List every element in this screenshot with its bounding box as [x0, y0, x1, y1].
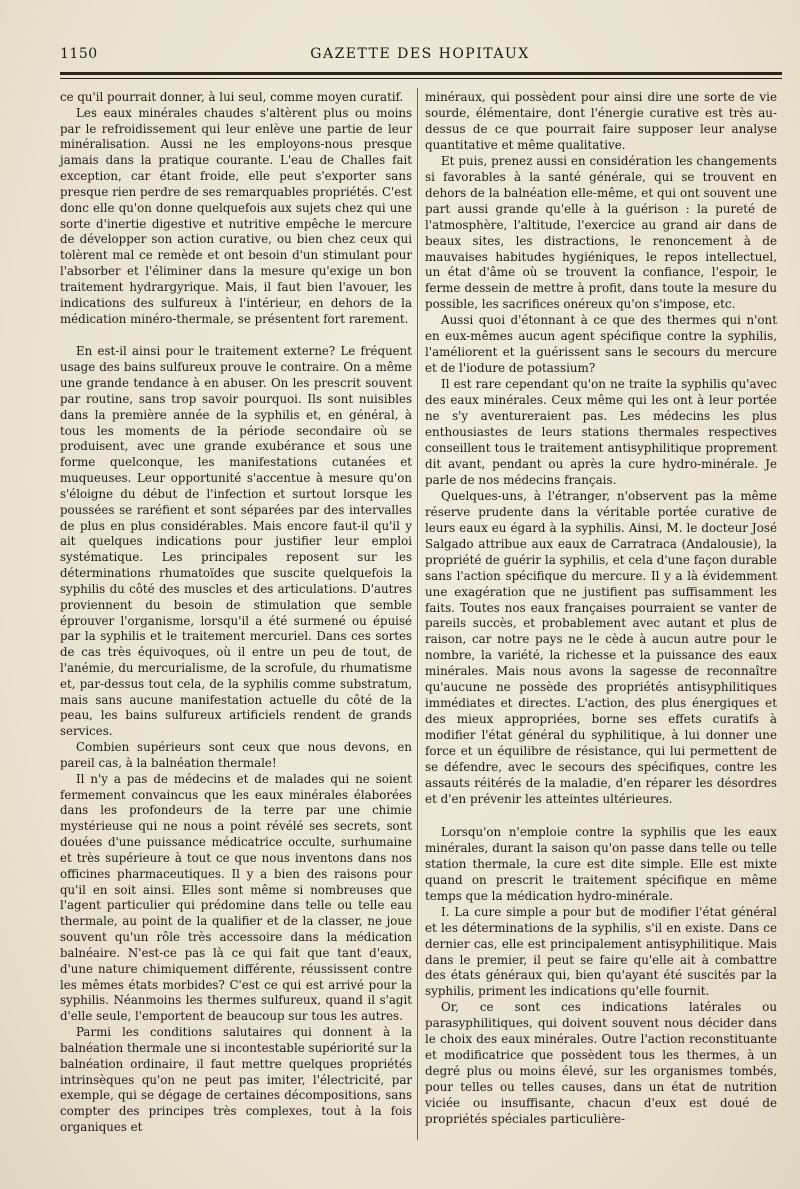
paragraph: Or, ce sont ces indications latérales ou parasyphilitiques, qui doivent souvent nous décider dans le choix des eaux minérales. Outre l'action reconstituante et modificatrice que possèdent tous les thermes, à un degré plus ou moins élevé, sur les organismes tombés, pour telles ou telles causes, dans un état de nutrition viciée ou insuffisante, chacun d'eux est doué de propriétés spéciales particulière- — [425, 1000, 777, 1127]
header-rule-thick — [60, 72, 782, 75]
header-rule-thin — [60, 78, 782, 79]
paragraph: En est-il ainsi pour le traitement externe? Le fréquent usage des bains sulfureux prouve le contraire. On a même une grande tendance à en abuser. On les prescrit souvent par routine, sans trop savoir pourquoi. Ils sont nuisibles dans la première année de la syphilis et, en général, à tous les moments de la période secondaire où se produisent, avec une grande exubérance et sous une forme quelconque, les manifestations cutanées et muqueuses. Leur opportunité s'accentue à mesure qu'on s'éloigne du début de l'infection et surtout lorsque les poussées se raréfient et sont séparées par des intervalles de plus en plus considérables. Mais encore faut-il qu'il y ait quelques indications pour justifier leur emploi systématique. Les principales reposent sur les déterminations rhumatoïdes que suscite quelquefois la syphilis du côté des muscles et des articulations. D'autres proviennent du besoin de stimulation que semble éprouver l'organisme, lorsqu'il a été surmené ou épuisé par la syphilis et le traitement mercuriel. Dans ces sortes de cas très équivoques, où il entre un peu de tout, de l'anémie, du mercurialisme, de la scrofule, du rhumatisme et, par-dessus tout cela, de la syphilis comme substratum, mais sans aucune manifestation actuelle du côté de la peau, les bains sulfureux artificiels rendent de grands services. — [60, 344, 412, 739]
left-column — [60, 90, 412, 1136]
paragraph: Parmi les conditions salutaires qui donnent à la balnéation thermale une si incontestable supériorité sur la balnéation ordinaire, il faut mettre quelques propriétés intrinsèques qu'on ne peut pas imiter, l'électricité, par exemple, qui se dégage de certaines décompositions, sans compter des principes très complexes, tout à la fois organiques et — [60, 1025, 412, 1134]
column-separator — [417, 88, 418, 1140]
page-number: 1150 — [60, 46, 98, 62]
paragraph: Combien supérieurs sont ceux que nous devons, en pareil cas, à la balnéation thermale! — [60, 740, 412, 770]
paragraph: Lorsqu'on n'emploie contre la syphilis que les eaux minérales, durant la saison qu'on passe dans telle ou telle station thermale, la cure est dite simple. Elle est mixte quand on prescrit le traitement spécifique en même temps que la médication hydro-minérale. — [425, 824, 777, 903]
paragraph: minéraux, qui possèdent pour ainsi dire une sorte de vie sourde, élémentaire, dont l'énergie curative est très au-dessus de ce que pourrait faire supposer leur analyse quantitative et même qualitative. — [425, 90, 777, 152]
paragraph: Quelques-uns, à l'étranger, n'observent pas la même réserve prudente dans la véritable portée curative de leurs eaux eu égard à la syphilis. Ainsi, M. le docteur José Salgado attribue aux eaux de Carratraca (Andalousie), la propriété de guérir la syphilis, et cela d'une façon durable sans l'action spécifique du mercure. Il y a là évidemment une exagération que ne justifient pas suffisamment les faits. Toutes nos eaux françaises pourraient se vanter de pareils succès, et probablement avec autant et plus de raison, car notre pays ne le cède à aucun autre pour le nombre, la variété, la richesse et la puissance des eaux minérales. Mais nous avons la sagesse de reconnaître qu'aucune ne possède des propriétés antisyphilitiques immédiates et directes. L'action, des plus énergiques et des mieux appropriées, borne ses effets curatifs à modifier l'état général du syphilitique, à lui donner une force et un équilibre de résistance, qui lui permettent de se défendre, avec le secours des spécifiques, contre les assauts réitérés de la maladie, d'en réparer les désordres et d'en prévenir les atteintes ultérieures. — [425, 488, 777, 806]
publication-title: GAZETTE DES HOPITAUX — [310, 46, 530, 62]
paragraph: Il n'y a pas de médecins et de malades qui ne soient fermement convaincus que les eaux minérales élaborées dans les profondeurs de la terre par une chimie mystérieuse qui ne nous a point révélé ses secrets, sont douées d'une puissance médicatrice occulte, surhumaine et très supérieure à tout ce que nous inventons dans nos officines pharmaceutiques. Il y a bien des raisons pour qu'il en soit ainsi. Elles sont même si nombreuses que l'agent particulier qui prédomine dans telle ou telle eau thermale, au point de la qualifier et de la classer, ne joue souvent qu'un rôle très accessoire dans la médication balnéaire. N'est-ce pas là ce qui fait que tant d'eaux, d'une nature chimiquement différente, réussissent contre les mêmes états morbides? C'est ce qui est arrivé pour la syphilis. Néanmoins les thermes sulfureux, quand il s'agit d'elle seule, l'emportent de beaucoup sur tous les autres. — [60, 771, 412, 1024]
paragraph: Il est rare cependant qu'on ne traite la syphilis qu'avec des eaux minérales. Ceux même qui les ont à leur portée ne s'y aventureraient pas. Les médecins les plus enthousiastes de leurs stations thermales respectives conseillent tous le traitement antisyphilitique proprement dit avant, pendant ou après la cure hydro-minérale. Je parle de nos médecins français. — [425, 377, 777, 487]
paragraph: Et puis, prenez aussi en considération les changements si favorables à la santé générale, qui se trouvent en dehors de la balnéation elle-même, et qui ont souvent une part aussi grande qu'elle à la guérison : la pureté de l'atmosphère, l'altitude, l'exercice au grand air dans de beaux sites, les distractions, le renoncement à de mauvaises habitudes hygiéniques, le repos intellectuel, un état d'âme où se trouvent la confiance, l'espoir, le ferme dessein de mettre à profit, dans toute la mesure du possible, les sacrifices onéreux qu'on s'impose, etc. — [425, 153, 777, 312]
paragraph: Aussi quoi d'étonnant à ce que des thermes qui n'ont en eux-mêmes aucun agent spécifique contre la syphilis, l'améliorent et la guérissent sans le secours du mercure et de l'iodure de potassium? — [425, 313, 777, 376]
right-column — [425, 90, 777, 1128]
paragraph: ce qu'il pourrait donner, à lui seul, comme moyen curatif. — [60, 90, 404, 104]
paragraph: Les eaux minérales chaudes s'altèrent plus ou moins par le refroidissement qui leur enlève une partie de leur minéralisation. Aussi ne les employons-nous presque jamais dans la pratique courante. L'eau de Challes fait exception, car étant froide, elle peut s'exporter sans presque rien perdre de ses remarquables propriétés. C'est donc elle qu'on donne quelquefois aux sujets chez qui une sorte d'inertie digestive et nutritive empêche le mercure de développer son action curative, ou bien chez ceux qui tolèrent mal ce remède et ont besoin d'un stimulant pour l'absorber et l'éliminer dans la mesure qu'exige un bon traitement hydrargyrique. Mais, il faut bien l'avouer, les indications des sulfureux à l'intérieur, en dehors de la médication minéro-thermale, se présentent fort rarement. — [60, 105, 412, 326]
page-header — [60, 46, 780, 68]
paragraph: I. La cure simple a pour but de modifier l'état général et les déterminations de la syphilis, s'il en existe. Dans ce dernier cas, elle est principalement antisyphilitique. Mais dans le premier, il peut se faire qu'elle ait à combattre des états généraux qui, bien qu'ayant été suscités par la syphilis, priment les indications qu'elle fournit. — [425, 904, 777, 999]
